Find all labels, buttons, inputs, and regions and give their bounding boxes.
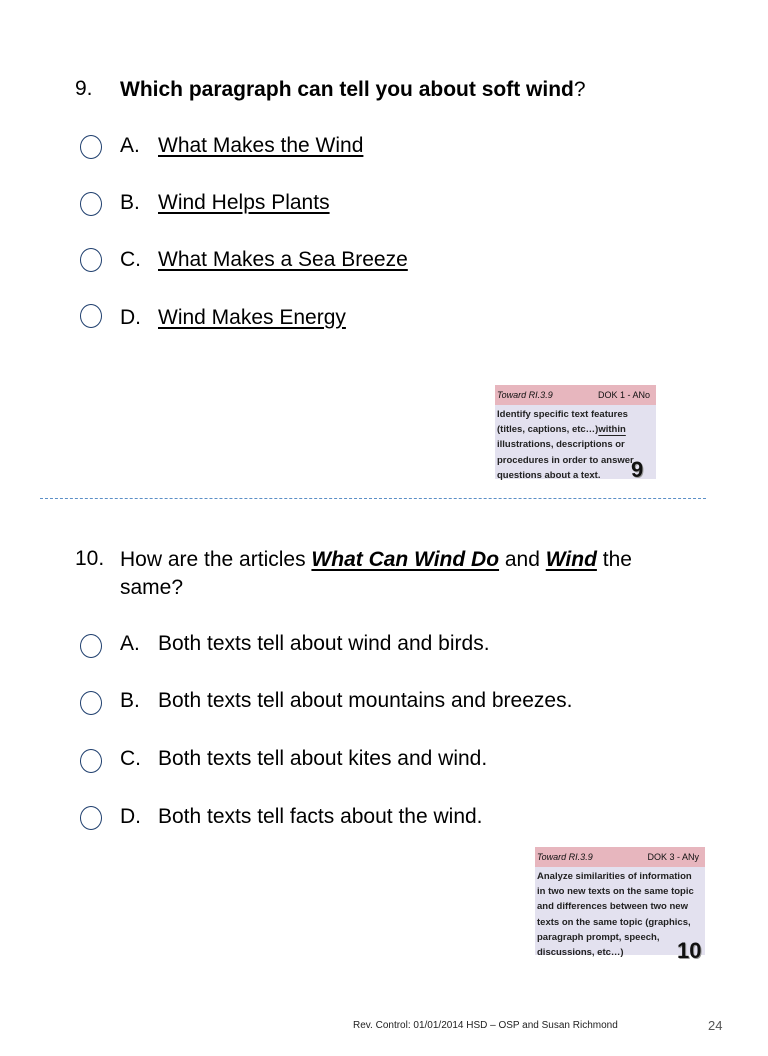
answer-bubble-10d[interactable] xyxy=(80,806,102,830)
option-text: Both texts tell facts about the wind. xyxy=(158,805,483,828)
option-text: Both texts tell about wind and birds. xyxy=(158,632,490,655)
answer-bubble-9c[interactable] xyxy=(80,248,102,272)
question-9-prompt xyxy=(120,76,586,104)
question-10-prompt xyxy=(120,546,690,602)
standard-code: Toward RI.3.9 xyxy=(497,390,553,400)
item-number-10: 10 xyxy=(677,938,702,963)
standard-code: Toward RI.3.9 xyxy=(537,852,593,862)
revision-footer: Rev. Control: 01/01/2014 HSD – OSP and Susan Richmond xyxy=(353,1020,618,1031)
option-letter: A. xyxy=(120,632,140,655)
option-9d xyxy=(120,305,346,331)
question-9-prompt-text: Which paragraph can tell you about soft wind xyxy=(120,78,574,101)
answer-bubble-10c[interactable] xyxy=(80,749,102,773)
standard-desc-part: illustrations, descriptions or procedures in order to answer questions about a text. xyxy=(497,439,634,481)
prompt-text: the same? xyxy=(120,548,632,599)
question-9-number: 9. xyxy=(75,77,93,100)
option-text: Wind Helps Plants xyxy=(158,191,330,214)
option-9b xyxy=(120,190,330,216)
option-10a xyxy=(120,631,490,657)
option-letter: C. xyxy=(120,747,141,770)
question-10-number: 10. xyxy=(75,547,105,570)
article-title-1: What Can Wind Do xyxy=(311,548,500,571)
option-letter: B. xyxy=(120,191,140,214)
standard-description: Analyze similarities of information in two new texts on the same topic and differences between two new texts on the same topic (graphics, paragraph prompt, speech, discussions, etc…) xyxy=(537,871,694,959)
option-text: Wind Makes Energy xyxy=(158,306,346,329)
answer-bubble-10a[interactable] xyxy=(80,634,102,658)
option-9a xyxy=(120,133,363,159)
option-9c xyxy=(120,247,408,273)
article-title-2: Wind xyxy=(545,548,597,571)
dok-level: DOK 1 - ANo xyxy=(597,390,650,400)
section-divider xyxy=(40,498,706,499)
answer-bubble-9b[interactable] xyxy=(80,192,102,216)
answer-bubble-9a[interactable] xyxy=(80,135,102,159)
prompt-text: How are the articles xyxy=(120,548,312,571)
option-10d xyxy=(120,804,483,830)
answer-bubble-9d[interactable] xyxy=(80,304,102,328)
option-letter: A. xyxy=(120,134,140,157)
standard-desc-within: within xyxy=(598,424,626,436)
page-number: 24 xyxy=(708,1018,723,1033)
prompt-text: and xyxy=(499,548,546,571)
answer-bubble-10b[interactable] xyxy=(80,691,102,715)
option-text: Both texts tell about kites and wind. xyxy=(158,747,488,770)
standard-header xyxy=(535,847,705,867)
option-10c xyxy=(120,746,487,772)
option-10b xyxy=(120,688,572,714)
question-9-prompt-mark: ? xyxy=(573,78,586,101)
option-letter: B. xyxy=(120,689,140,712)
option-text: Both texts tell about mountains and breezes. xyxy=(158,689,573,712)
item-number-9: 9 xyxy=(631,457,644,482)
standard-desc-part: Identify specific text features (titles, captions, etc…) xyxy=(497,409,628,436)
option-letter: C. xyxy=(120,248,141,271)
option-letter: D. xyxy=(120,805,141,828)
option-letter: D. xyxy=(120,306,141,329)
standard-header xyxy=(495,385,656,405)
option-text: What Makes the Wind xyxy=(158,134,364,157)
dok-level: DOK 3 - ANy xyxy=(647,852,699,862)
option-text: What Makes a Sea Breeze xyxy=(158,248,408,271)
